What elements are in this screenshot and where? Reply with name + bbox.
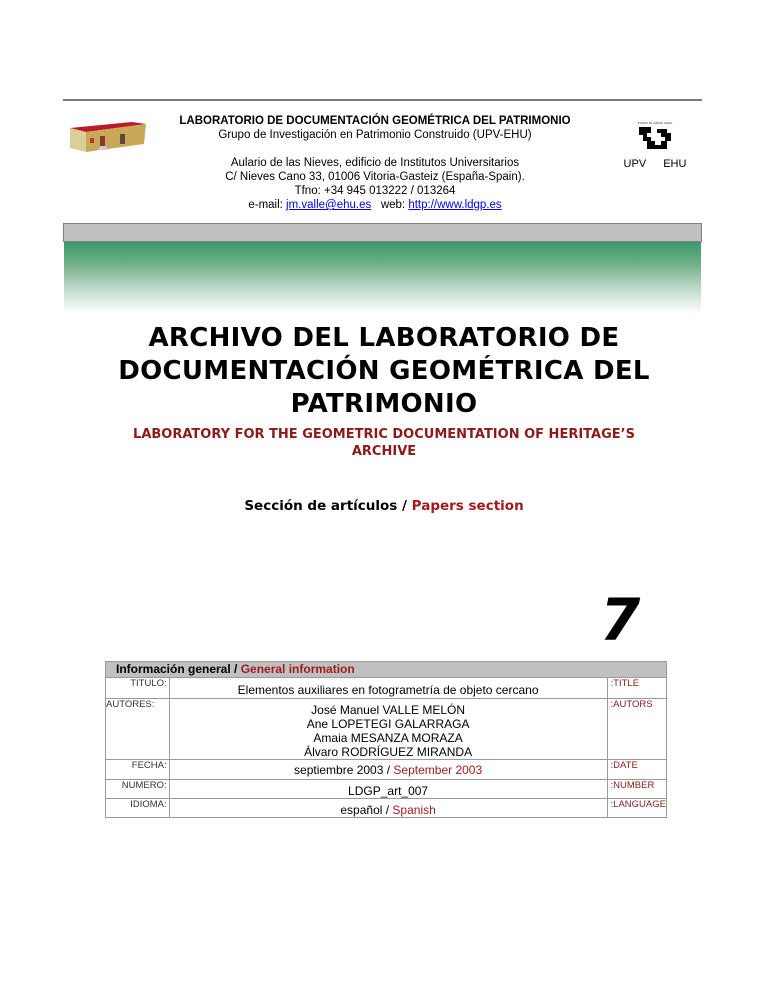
table-row-number bbox=[106, 780, 667, 799]
author-2: Ane LOPETEGI GALARRAGA bbox=[306, 717, 470, 731]
section-es: Sección de artículos / bbox=[244, 498, 412, 514]
value-authors bbox=[169, 699, 607, 760]
university-tagline: eman ta zabal zazu bbox=[637, 120, 673, 125]
table-header-row bbox=[106, 662, 667, 678]
email-link[interactable]: jm.valle@ehu.es bbox=[286, 199, 372, 211]
label-fecha: FECHA: bbox=[106, 760, 170, 780]
section-heading bbox=[150, 498, 618, 514]
archive-title: ARCHIVO DEL LABORATORIO DE DOCUMENTACIÓN GEOMÉTRICA DEL PATRIMONIO bbox=[118, 323, 650, 419]
author-1: José Manuel VALLE MELÓN bbox=[311, 703, 466, 717]
university-logo bbox=[620, 120, 690, 170]
label-idioma: IDIOMA: bbox=[106, 799, 170, 818]
address-line-1: Aulario de las Nieves, edificio de Institutos Universitarios bbox=[230, 157, 520, 169]
table-header bbox=[106, 662, 667, 678]
web-label: web: bbox=[380, 199, 409, 211]
contact-line bbox=[140, 198, 610, 212]
author-3: Amaia MESANZA MORAZA bbox=[313, 731, 463, 745]
label-numero: NUMERO: bbox=[106, 780, 170, 799]
en-label-language: :LANGUAGE bbox=[607, 799, 666, 818]
value-date bbox=[169, 760, 607, 780]
address-block bbox=[140, 156, 610, 212]
top-divider bbox=[63, 99, 702, 101]
banner-gradient bbox=[64, 242, 701, 314]
table-row-authors bbox=[106, 699, 667, 760]
label-autores: AUTORES: bbox=[106, 699, 170, 760]
email-label: e-mail: bbox=[248, 199, 287, 211]
web-link[interactable]: http://www.ldgp.es bbox=[408, 199, 502, 211]
group-name: Grupo de Investigación en Patrimonio Construido (UPV-EHU) bbox=[218, 129, 532, 141]
university-label: UPV EHU bbox=[623, 158, 687, 170]
value-language bbox=[169, 799, 607, 818]
lab-header bbox=[140, 114, 610, 212]
table-row-language bbox=[106, 799, 667, 818]
date-en: September 2003 bbox=[393, 763, 483, 777]
general-info-table bbox=[105, 661, 667, 818]
building-logo-icon bbox=[66, 110, 148, 156]
label-titulo: TITULO: bbox=[106, 678, 170, 699]
phone: Tfno: +34 945 013222 / 013264 bbox=[294, 185, 456, 197]
section-en: Papers section bbox=[411, 498, 524, 514]
en-label-date: :DATE bbox=[607, 760, 666, 780]
language-es: español / bbox=[340, 803, 393, 817]
author-4: Álvaro RODRÍGUEZ MIRANDA bbox=[304, 745, 473, 759]
table-row-title bbox=[106, 678, 667, 699]
banner-bar bbox=[63, 223, 702, 242]
en-label-title: :TITLE bbox=[607, 678, 666, 699]
en-label-number: :NUMBER bbox=[607, 780, 666, 799]
address-line-2: C/ Nieves Cano 33, 01006 Vitoria-Gasteiz (España-Spain). bbox=[225, 171, 525, 183]
value-number: LDGP_art_007 bbox=[169, 780, 607, 799]
table-row-date bbox=[106, 760, 667, 780]
lab-name: LABORATORIO DE DOCUMENTACIÓN GEOMÉTRICA DEL PATRIMONIO bbox=[179, 115, 571, 127]
archive-subtitle: LABORATORY FOR THE GEOMETRIC DOCUMENTATION OF HERITAGE’S ARCHIVE bbox=[133, 427, 635, 459]
document-number: 7 bbox=[600, 586, 641, 654]
en-label-authors: :AUTORS bbox=[607, 699, 666, 760]
date-es: septiembre 2003 / bbox=[294, 763, 394, 777]
header-en: General information bbox=[240, 662, 355, 676]
value-title: Elementos auxiliares en fotogrametría de objeto cercano bbox=[169, 678, 607, 699]
language-en: Spanish bbox=[392, 803, 436, 817]
header-es: Información general / bbox=[116, 662, 241, 676]
university-emblem-icon bbox=[637, 125, 673, 151]
